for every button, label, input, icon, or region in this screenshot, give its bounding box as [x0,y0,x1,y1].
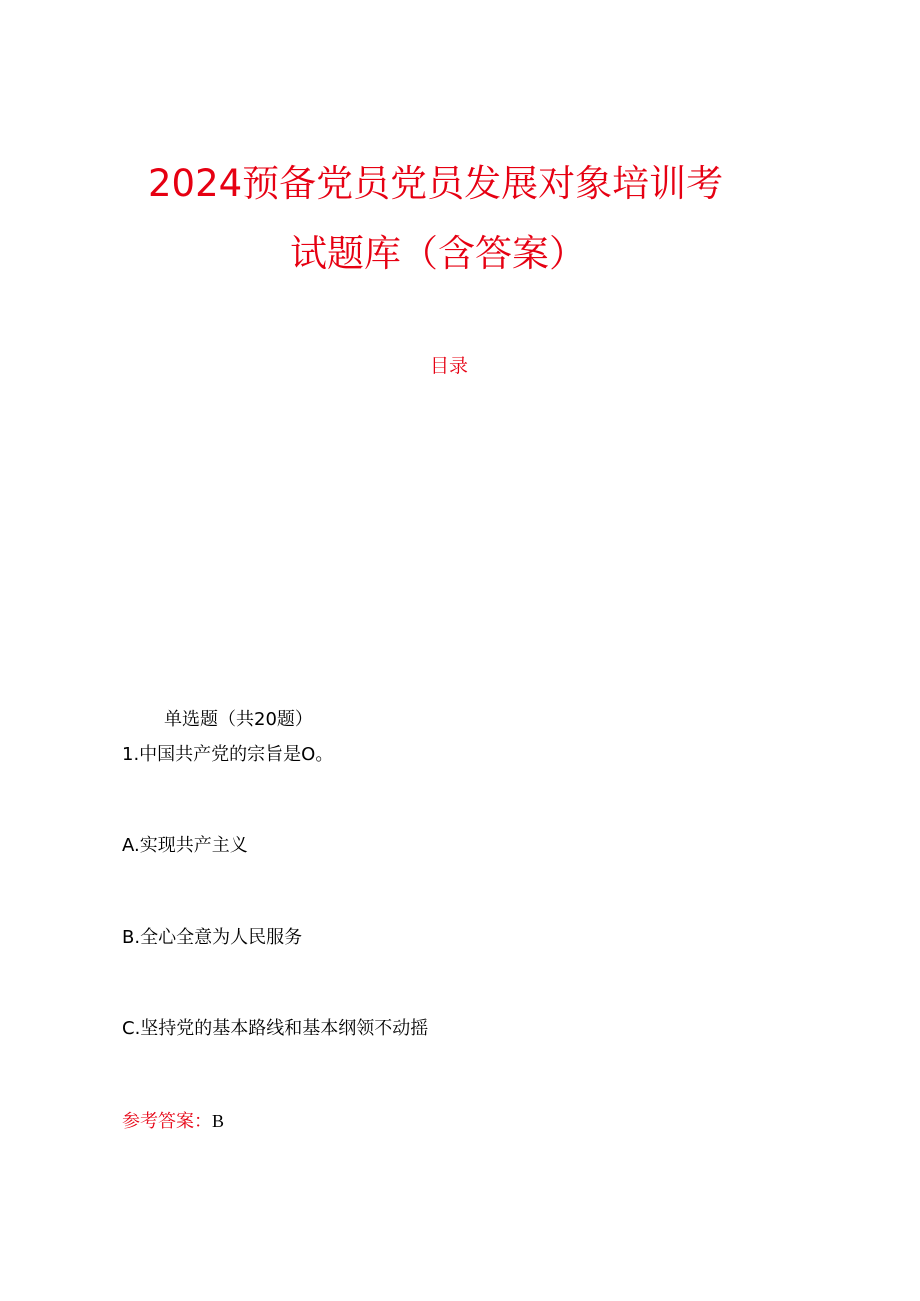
option-c: C.坚持党的基本路线和基本纲领不动摇 [122,1018,429,1039]
question-stem: 1.中国共产党的宗旨是O。 [122,744,334,765]
option-a: A.实现共产主义 [122,835,248,856]
document-title-line-2: 试题库（含答案） [290,232,586,275]
document-title-line-1: 2024预备党员党员发展对象培训考 [148,162,724,205]
option-b: B.全心全意为人民服务 [122,927,303,948]
toc-heading: 目录 [430,355,469,377]
reference-answer [122,1109,224,1134]
answer-label: 参考答案： [122,1111,212,1132]
section-heading: 单选题（共20题） [164,709,313,730]
answer-value: B [212,1111,225,1131]
